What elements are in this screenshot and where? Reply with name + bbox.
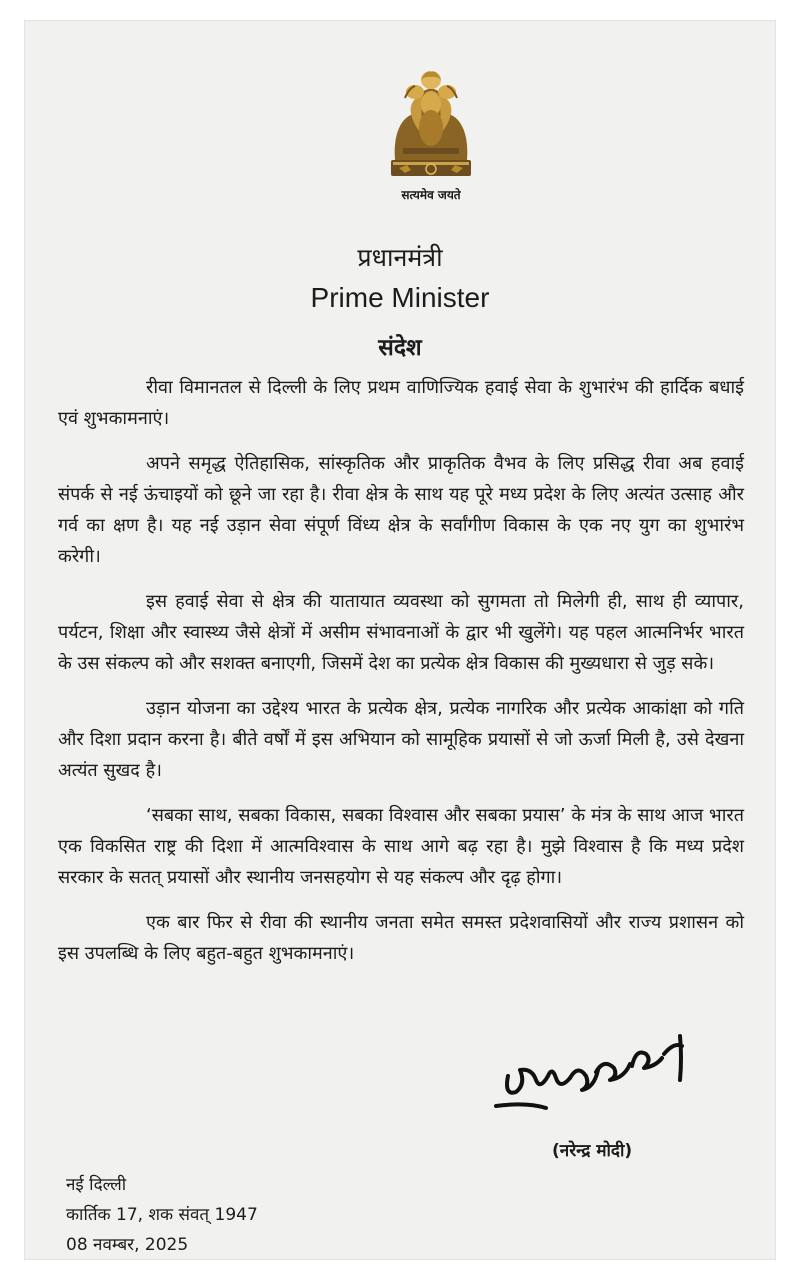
title-english: Prime Minister [310,282,490,313]
date-gregorian: 08 नवम्बर, 2025 [66,1235,189,1255]
letter-sheet [24,20,776,1260]
message-paragraph: रीवा विमानतल से दिल्ली के लिए प्रथम वाणिज्यिक हवाई सेवा के शुभारंभ की हार्दिक बधाई एवं शुभकामनाएं। [58,377,744,429]
message-paragraph: उड़ान योजना का उद्देश्य भारत के प्रत्येक क्षेत्र, प्रत्येक नागरिक और प्रत्येक आकांक्षा को गति और दिशा प्रदान करना है। बीते वर्षों में इस अभियान को सामूहिक प्रयासों से जो ऊर्जा मिली है, उसे देखना अत्यंत सुखद है। [58,698,744,781]
date-saka: कार्तिक 17, शक संवत् 1947 [66,1205,258,1225]
title-hindi: प्रधानमंत्री [357,243,443,272]
letter-footer [66,1170,258,1260]
national-emblem-icon [381,62,481,182]
message-body [58,372,744,983]
emblem-motto: सत्यमेव जयते [401,188,461,202]
message-paragraph: ‘सबका साथ, सबका विकास, सबका विश्वास और सबका प्रयास’ के मंत्र के साथ आज भारत एक विकसित राष्ट्र की दिशा में आत्मविश्वास के साथ आगे बढ़ रहा है। मुझे विश्वास है कि मध्य प्रदेश सरकार के सतत् प्रयासों और स्थानीय जनसहयोग से यह संकल्प और दृढ़ होगा। [58,805,744,888]
message-paragraph: अपने समृद्ध ऐतिहासिक, सांस्कृतिक और प्राकृतिक वैभव के लिए प्रसिद्ध रीवा अब हवाई संपर्क से नई ऊंचाइयों को छूने जा रहा है। रीवा क्षेत्र के साथ यह पूरे मध्य प्रदेश के लिए अत्यंत उत्साह और गर्व का क्षण है। यह नई उड़ान सेवा संपूर्ण विंध्य क्षेत्र के सर्वांगीण विकास के एक नए युग का शुभारंभ करेगी। [58,453,744,567]
message-paragraph: इस हवाई सेवा से क्षेत्र की यातायात व्यवस्था को सुगमता तो मिलेगी ही, साथ ही व्यापार, पर्यटन, शिक्षा और स्वास्थ्य जैसे क्षेत्रों में असीम संभावनाओं के द्वार भी खुलेंगे। यह पहल आत्मनिर्भर भारत के उस संकल्प को और सशक्त बनाएगी, जिसमें देश का प्रत्येक क्षेत्र विकास की मुख्यधारा से जुड़ सके। [58,591,744,674]
place: नई दिल्ली [66,1175,127,1195]
signer-name: (नरेन्द्र मोदी) [552,1141,633,1161]
message-paragraph: एक बार फिर से रीवा की स्थानीय जनता समेत समस्त प्रदेशवासियों और राज्य प्रशासन को इस उपलब्धि के लिए बहुत-बहुत शुभकामनाएं। [58,912,744,964]
message-heading: संदेश [378,335,422,361]
handwritten-signature [486,1018,706,1128]
